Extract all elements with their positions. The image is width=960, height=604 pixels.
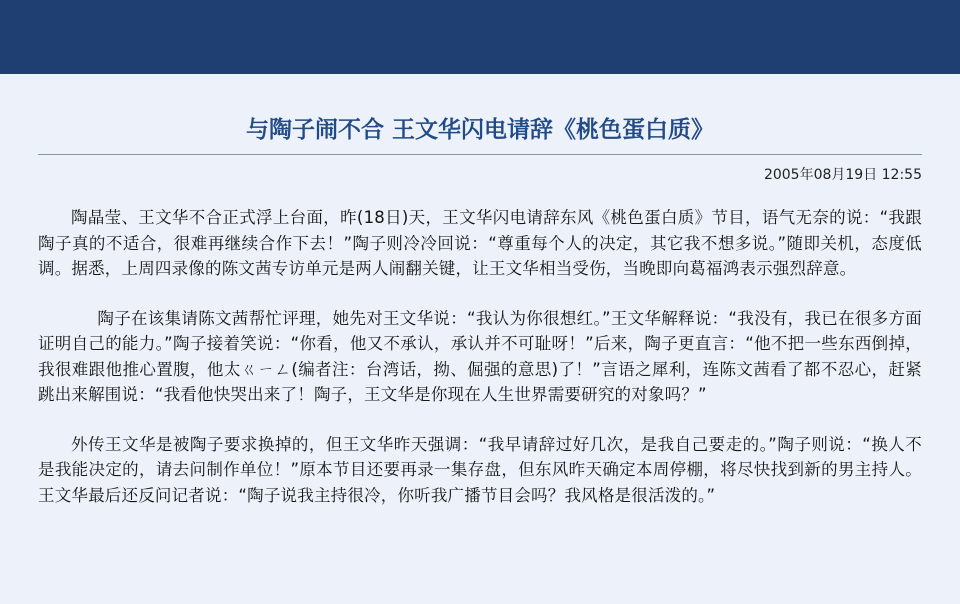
header-banner: [0, 0, 960, 74]
publish-datetime: 2005年08月19日 12:55: [763, 167, 922, 183]
article-paragraph: 陶子在该集请陈文茜帮忙评理，她先对王文华说：“我认为你很想红。”王文华解释说：“我没有，我已在很多方面证明自己的能力。”陶子接着笑说：“你看，他又不承认，承认并不可耻呀！”后来，陶子更直言：“他不把一些东西倒掉，我很难跟他推心置腹，他太ㄍㄧㄥ(编者注：台湾话，拗、倔强的意思)了！”言语之犀利，连陈文茜看了都不忍心，赶紧跳出来解围说：“我看他快哭出来了！陶子，王文华是你现在人生世界需要研究的对象吗？”: [38, 308, 922, 404]
title-divider: [38, 154, 922, 155]
article-paragraph: 陶晶莹、王文华不合正式浮上台面，昨(18日)天，王文华闪电请辞东风《桃色蛋白质》节目，语气无奈的说：“我跟陶子真的不适合，很难再继续合作下去！”陶子则冷冷回说：“尊重每个人的决定，其它我不想多说。”随即关机，态度低调。据悉，上周四录像的陈文茜专访单元是两人闹翻关键，让王文华相当受伤，当晚即向葛福鸿表示强烈辞意。: [38, 208, 922, 278]
article: [38, 74, 922, 532]
article-body: [38, 205, 922, 508]
article-title: 与陶子闹不合 王文华闪电请辞《桃色蛋白质》: [245, 117, 714, 143]
article-paragraph: 外传王文华是被陶子要求换掉的，但王文华昨天强调：“我早请辞过好几次，是我自己要走的。”陶子则说：“换人不是我能决定的，请去问制作单位！”原本节目还要再录一集存盘，但东风昨天确定本周停棚，将尽快找到新的男主持人。王文华最后还反问记者说：“陶子说我主持很冷，你听我广播节目会吗？我风格是很活泼的。”: [38, 434, 922, 505]
